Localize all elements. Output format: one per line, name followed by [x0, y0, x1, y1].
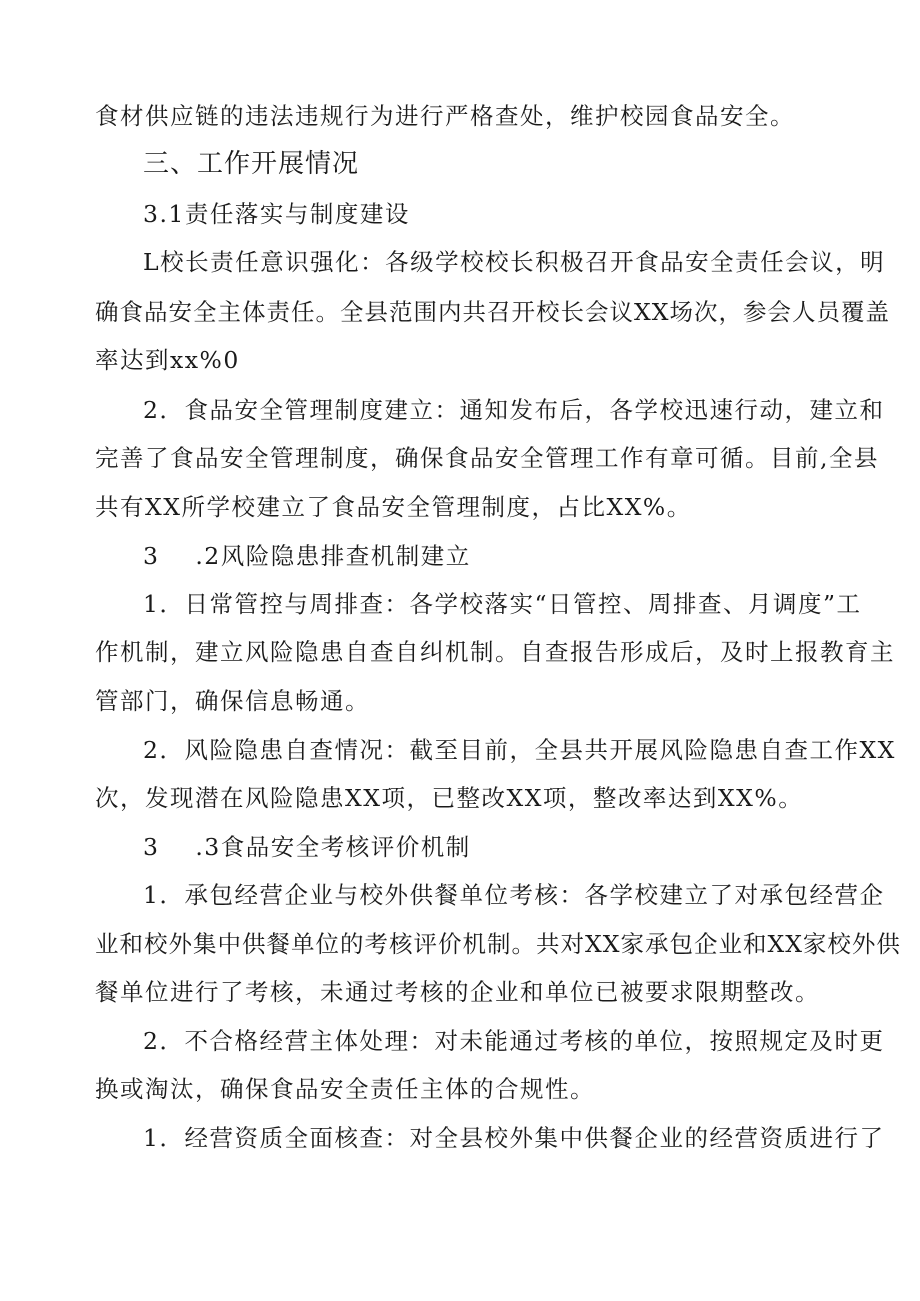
subsection-heading: 3.1责任落实与制度建设 — [143, 200, 410, 228]
body-text-line: 换或淘汰，确保食品安全责任主体的合规性。 — [95, 1075, 595, 1103]
body-text-line: 食材供应链的违法违规行为进行严格查处，维护校园食品安全。 — [95, 102, 795, 130]
body-text-line: 作机制，建立风险隐患自查自纠机制。自查报告形成后，及时上报教育主 — [95, 638, 895, 666]
body-text-line: 1．经营资质全面核查：对全县校外集中供餐企业的经营资质进行了 — [143, 1124, 885, 1152]
subsection-heading: 3 .3食品安全考核评价机制 — [143, 833, 471, 861]
body-text-line: 管部门，确保信息畅通。 — [95, 687, 370, 715]
body-text-line: L校长责任意识强化：各级学校校长积极召开食品安全责任会议，明 — [143, 248, 886, 276]
subsection-heading: 3 .2风险隐患排查机制建立 — [143, 542, 471, 570]
body-text-line: 1．承包经营企业与校外供餐单位考核：各学校建立了对承包经营企 — [143, 881, 885, 909]
body-text-line: 完善了食品安全管理制度，确保食品安全管理工作有章可循。目前,全县 — [95, 444, 879, 472]
body-text-line: 次，发现潜在风险隐患XX项，已整改XX项，整改率达到XX%。 — [95, 784, 804, 812]
body-text-line: 2．不合格经营主体处理：对未能通过考核的单位，按照规定及时更 — [143, 1027, 885, 1055]
body-text-line: 共有XX所学校建立了食品安全管理制度，占比XX%。 — [95, 493, 692, 521]
body-text-line: 1．日常管控与周排查：各学校落实“日管控、周排查、月调度”工 — [143, 590, 862, 618]
body-text-line: 2．食品安全管理制度建立：通知发布后，各学校迅速行动，建立和 — [143, 396, 885, 424]
body-text-line: 确食品安全主体责任。全县范围内共召开校长会议XX场次，参会人员覆盖 — [95, 298, 890, 326]
body-text-line: 率达到xx%0 — [95, 346, 240, 374]
body-text-line: 餐单位进行了考核，未通过考核的企业和单位已被要求限期整改。 — [95, 978, 820, 1006]
section-heading: 三、工作开展情况 — [143, 149, 360, 179]
body-text-line: 2．风险隐患自查情况：截至目前，全县共开展风险隐患自查工作XX — [143, 736, 896, 764]
body-text-line: 业和校外集中供餐单位的考核评价机制。共对XX家承包企业和XX家校外供 — [95, 930, 901, 958]
